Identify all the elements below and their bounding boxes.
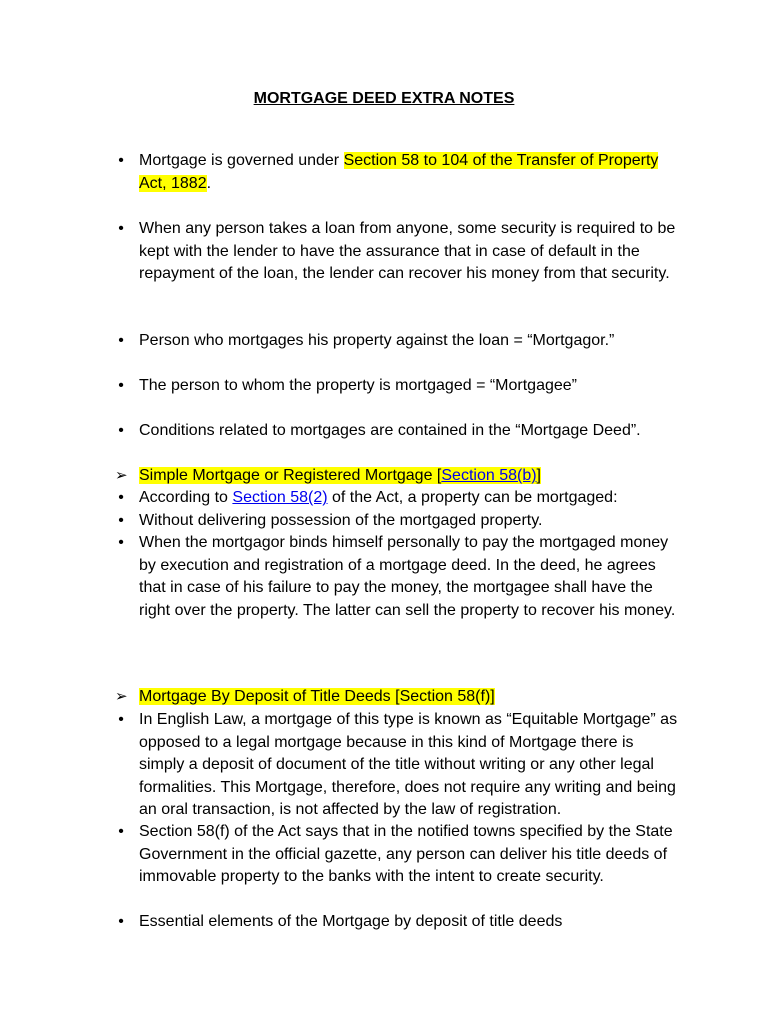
bullet-icon: •	[118, 422, 124, 439]
item-text: Mortgage is governed under	[139, 152, 344, 169]
bullet-icon: •	[118, 377, 124, 394]
list-item-mortgagor-binds	[118, 532, 679, 622]
list-item-mortgagee	[118, 375, 679, 398]
list-item-section-58f	[118, 821, 679, 889]
item-text: According to	[139, 489, 233, 506]
heading-text: ]	[536, 467, 541, 484]
list-item-security	[118, 218, 679, 286]
arrow-bullet-icon: ➢	[115, 688, 128, 705]
list-item-governing-law	[118, 150, 679, 195]
section-heading-title-deeds	[115, 686, 679, 709]
item-text: Section 58(f) of the Act says that in the notified towns specified by the State Government in the official gazette, any person can deliver his title deeds of immovable property to the banks with the intent to create security.	[139, 823, 673, 885]
item-text: When any person takes a loan from anyone, some security is required to be kept with the lender to have the assurance that in case of default in the repayment of the loan, the lender can recover his money from that security.	[139, 220, 676, 282]
item-text: Person who mortgages his property against the loan = “Mortgagor.”	[139, 332, 615, 349]
bullet-icon: •	[118, 823, 124, 840]
heading-highlight: Mortgage By Deposit of Title Deeds [Section 58(f)]	[139, 688, 495, 705]
item-text: .	[206, 174, 212, 192]
bullet-icon: •	[118, 512, 124, 529]
item-text: Without delivering possession of the mortgaged property.	[139, 512, 543, 529]
heading-text: Simple Mortgage or Registered Mortgage [	[139, 467, 442, 484]
bullet-icon: •	[118, 220, 124, 237]
list-item-essential-elements	[118, 911, 679, 934]
bullet-icon: •	[118, 332, 124, 349]
section-58b-link[interactable]: Section 58(b)	[441, 467, 537, 484]
highlighted-text: Section 58 to 104 of the Transfer of Property Act, 1882	[139, 152, 659, 192]
bullet-icon: •	[118, 534, 124, 551]
bullet-icon: •	[118, 913, 124, 930]
item-text: When the mortgagor binds himself personally to pay the mortgaged money by execution and registration of a mortgage deed. In the deed, he agrees that in case of his failure to pay the money, the mortgagee shall have the right over the property. The latter can sell the property to recover his money.	[139, 534, 676, 619]
document-title: MORTGAGE DEED EXTRA NOTES	[253, 90, 515, 107]
item-text: The person to whom the property is mortgaged = “Mortgagee”	[139, 377, 577, 394]
item-text: of the Act, a property can be mortgaged:	[327, 489, 618, 506]
arrow-bullet-icon: ➢	[115, 467, 128, 484]
item-text: In English Law, a mortgage of this type is known as “Equitable Mortgage” as opposed to a legal mortgage because in this kind of Mortgage there is simply a deposit of document of the title without writing or any other legal formalities. This Mortgage, therefore, does not require any writing and being an oral transaction, is not affected by the law of registration.	[139, 711, 678, 818]
item-text: Essential elements of the Mortgage by deposit of title deeds	[139, 913, 563, 930]
list-item-section-58-2	[118, 487, 679, 510]
section-heading-simple-mortgage	[115, 465, 679, 488]
heading-highlight	[139, 467, 541, 484]
list-item-without-possession	[118, 510, 679, 533]
section-58-2-link[interactable]: Section 58(2)	[232, 489, 328, 506]
bullet-icon: •	[118, 152, 124, 169]
list-item-equitable-mortgage	[118, 709, 679, 822]
list-item-mortgage-deed	[118, 420, 679, 443]
item-text: Conditions related to mortgages are contained in the “Mortgage Deed”.	[139, 422, 641, 439]
list-item-mortgagor	[118, 330, 679, 353]
bullet-icon: •	[118, 489, 124, 506]
bullet-icon: •	[118, 711, 124, 728]
